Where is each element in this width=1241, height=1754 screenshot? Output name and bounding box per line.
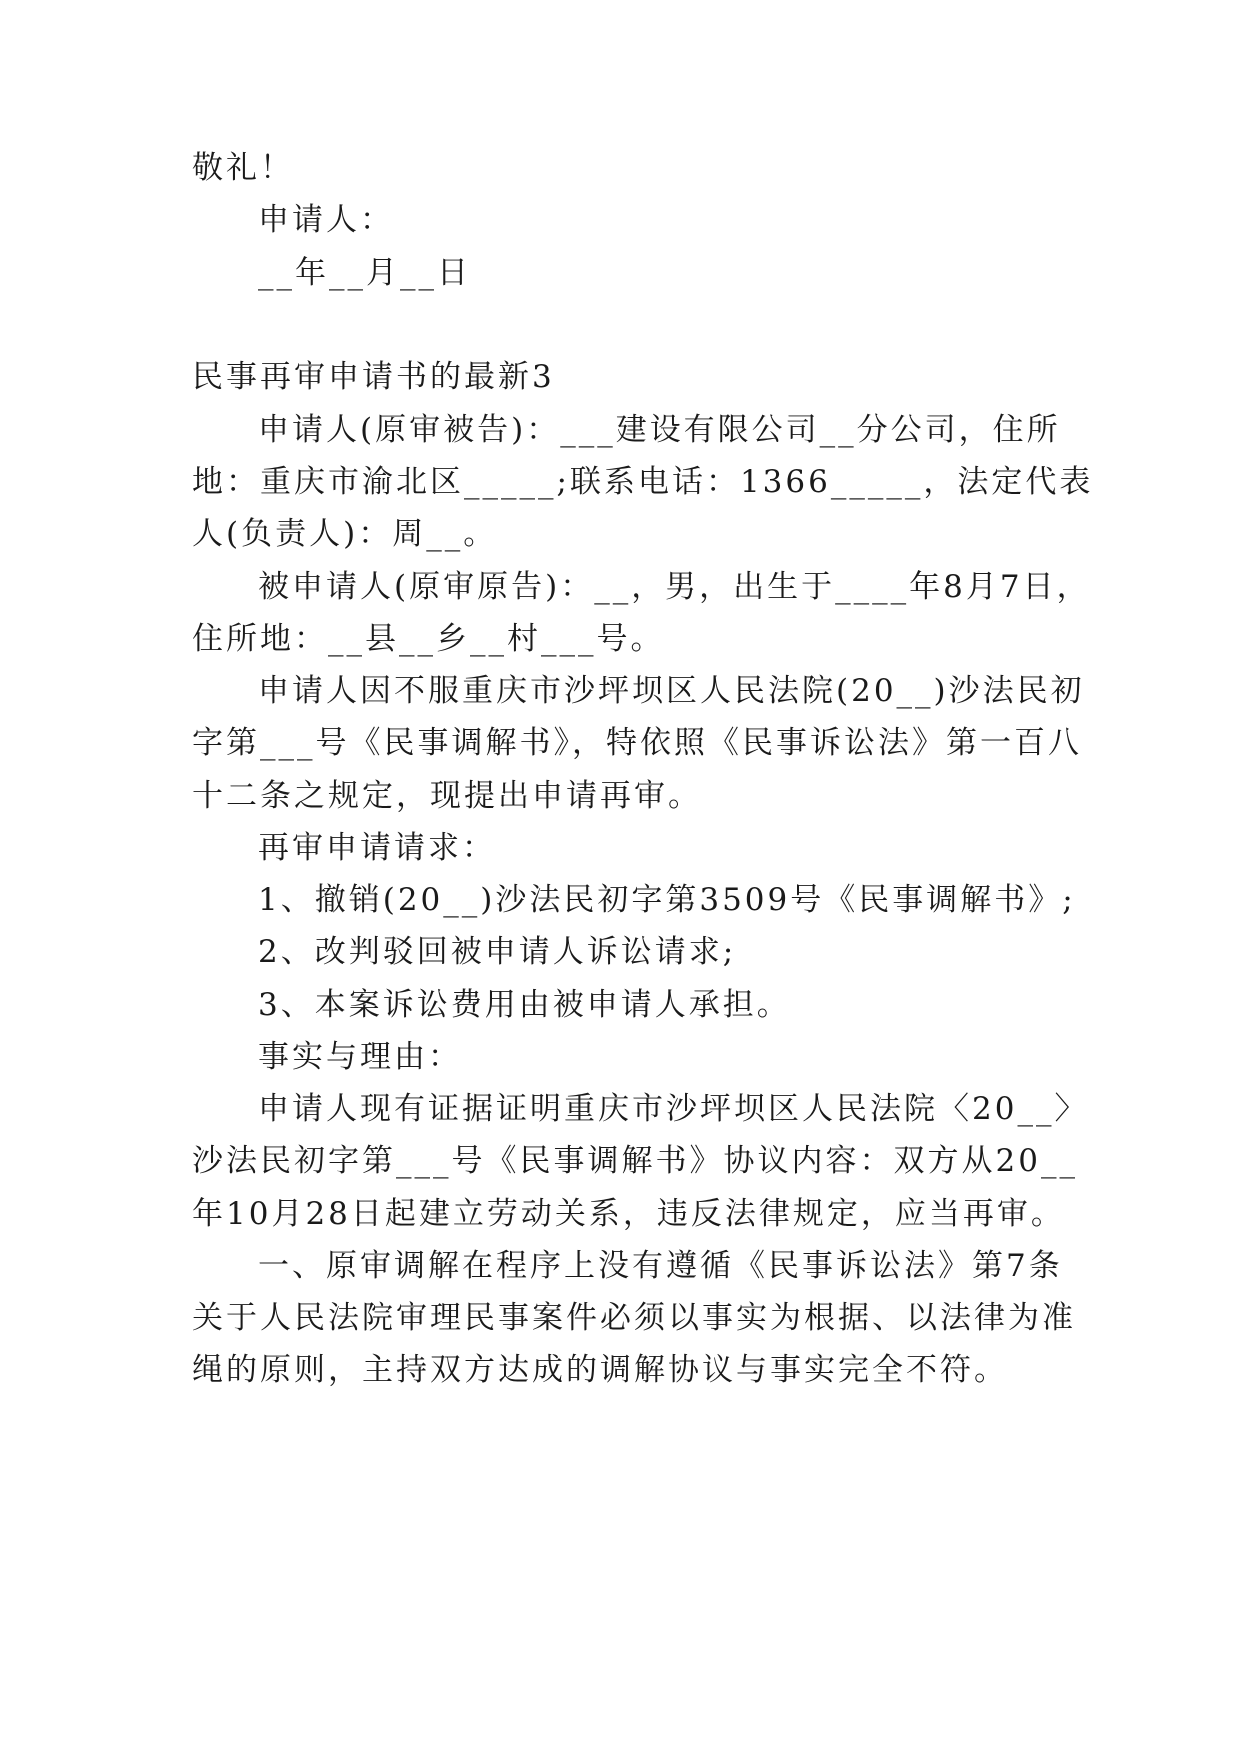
applicant-signature-label: 申请人： [258, 202, 394, 238]
date-line: __年__月__日 [258, 255, 471, 291]
closing-salute: 敬礼！ [192, 150, 294, 186]
paragraph-line: 申请人现有证据证明重庆市沙坪坝区人民法院〈20__〉 [258, 1091, 1089, 1127]
paragraph-line: 申请人(原审被告)：___建设有限公司__分公司，住所 [258, 412, 1061, 448]
paragraph-line: 一、原审调解在程序上没有遵循《民事诉讼法》第7条 [258, 1248, 1063, 1284]
facts-heading: 事实与理由： [258, 1039, 462, 1075]
paragraph-line: 地：重庆市渝北区_____;联系电话：1366_____，法定代表 [192, 464, 1094, 500]
request-heading: 再审申请请求： [258, 830, 496, 866]
paragraph-line: 被申请人(原审原告)：__，男，出生于____年8月7日， [258, 569, 1091, 605]
paragraph-line: 年10月28日起建立劳动关系，违反法律规定，应当再审。 [192, 1196, 1065, 1232]
section-title: 民事再审申请书的最新3 [192, 359, 555, 395]
paragraph-line: 关于人民法院审理民事案件必须以事实为根据、以法律为准 [192, 1300, 1076, 1336]
paragraph-line: 人(负责人)：周__。 [192, 516, 498, 552]
paragraph-line: 住所地：__县__乡__村___号。 [192, 621, 665, 657]
paragraph-line: 沙法民初字第___号《民事调解书》协议内容：双方从20__ [192, 1143, 1078, 1179]
paragraph-line: 字第___号《民事调解书》，特依照《民事诉讼法》第一百八 [192, 725, 1082, 761]
paragraph-line: 十二条之规定，现提出申请再审。 [192, 778, 702, 814]
request-item: 1、撤销(20__)沙法民初字第3509号《民事调解书》; [258, 882, 1076, 918]
request-item: 3、本案诉讼费用由被申请人承担。 [258, 987, 791, 1023]
paragraph-line: 申请人因不服重庆市沙坪坝区人民法院(20__)沙法民初 [258, 673, 1085, 709]
request-item: 2、改判驳回被申请人诉讼请求; [258, 934, 737, 970]
paragraph-line: 绳的原则，主持双方达成的调解协议与事实完全不符。 [192, 1352, 1008, 1388]
